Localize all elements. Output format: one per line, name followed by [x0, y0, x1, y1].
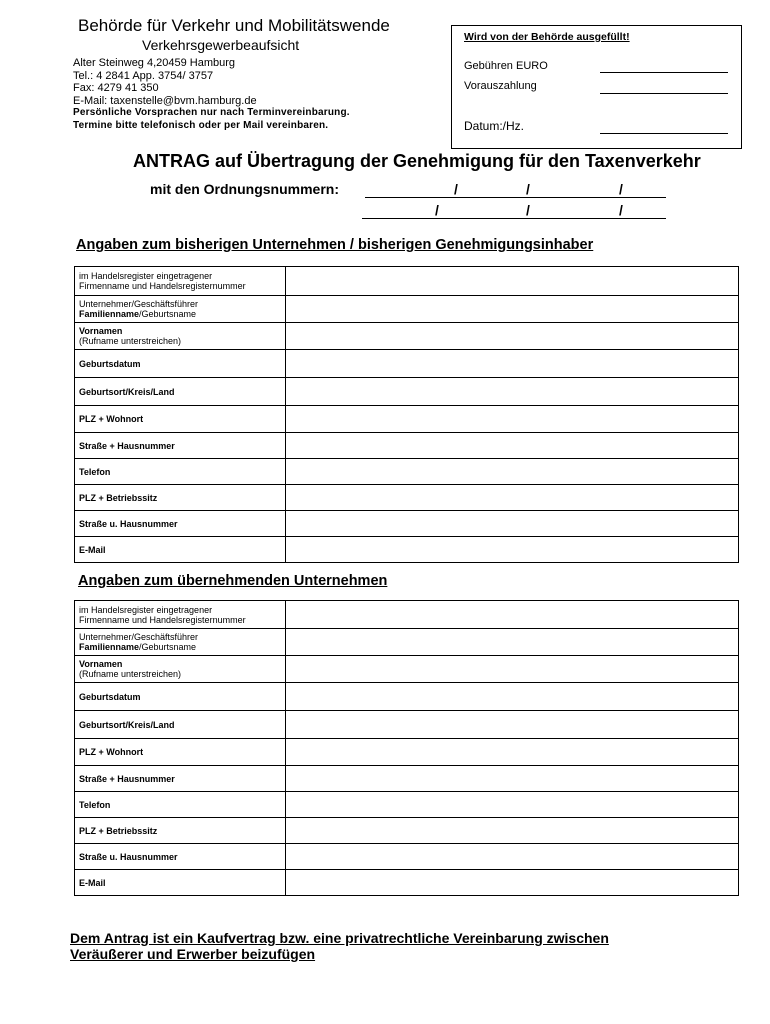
form-title: ANTRAG auf Übertragung der Genehmigung für den Taxenverkehr: [133, 151, 701, 171]
phone-line: Tel.: 4 2841 App. 3754/ 3757: [73, 69, 214, 82]
field-label: Telefon: [75, 459, 286, 485]
address-line: Alter Steinweg 4,20459 Hamburg: [73, 57, 236, 69]
section-new-company-heading: Angaben zum übernehmenden Unternehmen: [78, 573, 388, 589]
attachment-notice-line: Veräußerer und Erwerber beizufügen: [70, 946, 316, 962]
field-label: Vornamen (Rufname unterstreichen): [75, 323, 286, 350]
field-label: Telefon: [75, 792, 286, 818]
field-label: Geburtsort/Kreis/Land: [75, 711, 286, 739]
field-label: im Handelsregister eingetragener Firmenname und Handelsregisternummer: [75, 267, 286, 296]
table-row: [75, 459, 739, 485]
table-row: [75, 766, 739, 792]
owner-name-input[interactable]: [286, 629, 739, 656]
table-row: [75, 844, 739, 870]
fax-line: Fax: 4279 41 350: [73, 82, 159, 94]
street-input[interactable]: [286, 433, 739, 459]
separator: /: [454, 181, 458, 197]
separator: /: [526, 181, 530, 197]
table-row: [75, 350, 739, 378]
zip-city-input[interactable]: [286, 406, 739, 433]
table-row: [75, 870, 739, 896]
birthplace-input[interactable]: [286, 711, 739, 739]
field-label: Straße + Hausnummer: [75, 433, 286, 459]
field-label: Straße + Hausnummer: [75, 766, 286, 792]
appointment-notice: Persönliche Vorsprachen nur nach Terminvereinbarung.: [73, 107, 350, 118]
table-row: [75, 739, 739, 766]
table-row: [75, 511, 739, 537]
field-label: PLZ + Betriebssitz: [75, 818, 286, 844]
table-row: [75, 792, 739, 818]
field-label: E-Mail: [75, 537, 286, 563]
agency-name: Behörde für Verkehr und Mobilitätswende: [78, 16, 390, 35]
table-row: [75, 267, 739, 296]
street-input[interactable]: [286, 766, 739, 792]
firstname-input[interactable]: [286, 323, 739, 350]
field-label: E-Mail: [75, 870, 286, 896]
zip-business-input[interactable]: [286, 485, 739, 511]
separator: /: [619, 181, 623, 197]
field-label: Unternehmer/Geschäftsführer Familienname/Geburtsname: [75, 296, 286, 323]
attachment-notice-line: Dem Antrag ist ein Kaufvertrag bzw. eine privatrechtliche Vereinbarung zwischen: [70, 930, 609, 946]
field-label: Geburtsort/Kreis/Land: [75, 378, 286, 406]
date-label: Datum:/Hz.: [464, 119, 525, 133]
field-label: im Handelsregister eingetragener Firmenname und Handelsregisternummer: [75, 601, 286, 629]
order-number-field-row2[interactable]: [362, 218, 666, 219]
new-company-table: [74, 600, 739, 896]
table-row: [75, 323, 739, 350]
owner-name-input[interactable]: [286, 296, 739, 323]
table-row: [75, 406, 739, 433]
field-label: PLZ + Wohnort: [75, 739, 286, 766]
birthdate-input[interactable]: [286, 683, 739, 711]
field-label: PLZ + Betriebssitz: [75, 485, 286, 511]
previous-company-table: [74, 266, 739, 563]
phone-input[interactable]: [286, 459, 739, 485]
register-input[interactable]: [286, 267, 739, 296]
table-row: [75, 818, 739, 844]
order-number-field-row1[interactable]: [365, 197, 666, 198]
email-line: E-Mail: taxenstelle@bvm.hamburg.de: [73, 94, 257, 107]
firstname-input[interactable]: [286, 656, 739, 683]
fees-label: Gebühren EURO: [464, 60, 548, 72]
field-label: Geburtsdatum: [75, 350, 286, 378]
fees-field[interactable]: [600, 72, 728, 73]
table-row: [75, 485, 739, 511]
phone-input[interactable]: [286, 792, 739, 818]
appointment-notice: Termine bitte telefonisch oder per Mail vereinbaren.: [73, 119, 329, 131]
register-input[interactable]: [286, 601, 739, 629]
office-use-heading: Wird von der Behörde ausgefüllt!: [464, 31, 630, 43]
email-input[interactable]: [286, 537, 739, 563]
prepayment-field[interactable]: [600, 93, 728, 94]
zip-business-input[interactable]: [286, 818, 739, 844]
email-input[interactable]: [286, 870, 739, 896]
street-business-input[interactable]: [286, 844, 739, 870]
separator: /: [435, 202, 439, 218]
table-row: [75, 683, 739, 711]
field-label: Straße u. Hausnummer: [75, 844, 286, 870]
field-label: Straße u. Hausnummer: [75, 511, 286, 537]
subagency-name: Verkehrsgewerbeaufsicht: [142, 37, 300, 53]
field-label: Unternehmer/Geschäftsführer Familienname/Geburtsname: [75, 629, 286, 656]
table-row: [75, 296, 739, 323]
separator: /: [619, 202, 623, 218]
table-row: [75, 656, 739, 683]
table-row: [75, 711, 739, 739]
field-label: PLZ + Wohnort: [75, 406, 286, 433]
table-row: [75, 378, 739, 406]
section-previous-company-heading: Angaben zum bisherigen Unternehmen / bisherigen Genehmigungsinhaber: [76, 237, 594, 253]
table-row: [75, 629, 739, 656]
prepayment-label: Vorauszahlung: [464, 80, 537, 92]
street-business-input[interactable]: [286, 511, 739, 537]
table-row: [75, 433, 739, 459]
attachment-notice: [70, 930, 609, 962]
separator: /: [526, 202, 530, 218]
contact-address: [73, 57, 350, 132]
office-use-box: [451, 25, 742, 149]
birthdate-input[interactable]: [286, 350, 739, 378]
zip-city-input[interactable]: [286, 739, 739, 766]
field-label: Geburtsdatum: [75, 683, 286, 711]
table-row: [75, 601, 739, 629]
birthplace-input[interactable]: [286, 378, 739, 406]
table-row: [75, 537, 739, 563]
field-label: Vornamen (Rufname unterstreichen): [75, 656, 286, 683]
date-field[interactable]: [600, 133, 728, 134]
order-numbers-label: mit den Ordnungsnummern:: [150, 181, 339, 197]
